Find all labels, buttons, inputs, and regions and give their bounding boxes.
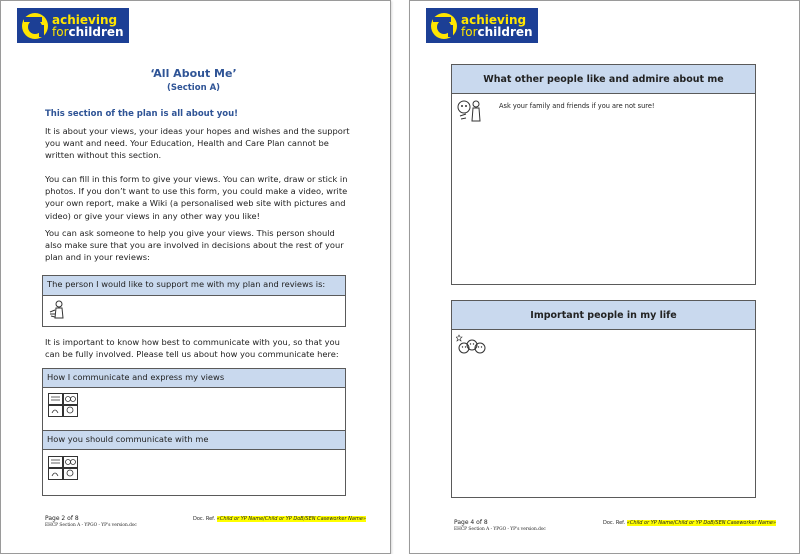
communication-box[interactable] xyxy=(42,368,346,496)
important-people-title: Important people in my life xyxy=(452,301,755,330)
footer-file-name: EHCP Section A - YPGO - YP's version.doc xyxy=(454,527,546,532)
communication-symbols-icon xyxy=(48,456,78,480)
admire-box-title: What other people like and admire about me xyxy=(452,65,755,94)
footer-doc-ref-label: Doc. Ref. xyxy=(193,516,216,522)
logo-line-2-for: for xyxy=(52,24,69,39)
achieving-for-children-logo xyxy=(17,8,129,43)
logo-line-2-children: children xyxy=(68,24,124,39)
footer-file-name: EHCP Section A - YPGO - YP's version.doc xyxy=(45,523,137,528)
document-page-2 xyxy=(0,0,391,554)
admire-hint: Ask your family and friends if you are not sure! xyxy=(499,102,655,110)
admire-box[interactable] xyxy=(451,64,756,285)
footer-page-number: Page 4 of 8 xyxy=(454,519,488,526)
achieving-for-children-logo xyxy=(426,8,538,43)
logo-line-1: achieving xyxy=(461,12,527,27)
support-person-label: The person I would like to support me with my plan and reviews is: xyxy=(43,276,345,296)
footer-doc-ref xyxy=(193,516,366,522)
page-title: ‘All About Me’ xyxy=(150,67,237,80)
achieving-for-children-logo-icon xyxy=(429,11,459,41)
page-subtitle: (Section A) xyxy=(166,83,221,93)
communicate-intro: It is important to know how best to communicate with you, so that you can be fully involved. Please tell us about how you communicate here: xyxy=(45,337,340,360)
logo-line-2-children: children xyxy=(477,24,533,39)
document-page-4 xyxy=(409,0,800,554)
intro-heading: This section of the plan is all about you! xyxy=(45,109,239,119)
communicate-with-me-label: How you should communicate with me xyxy=(43,430,345,450)
important-people-icon xyxy=(456,334,486,356)
logo-line-1: achieving xyxy=(52,12,118,27)
footer-doc-ref-value: «Child or YP Name/Child or YP DoB/SEN Caseworker Name» xyxy=(626,520,776,526)
footer-doc-ref-value: «Child or YP Name/Child or YP DoB/SEN Caseworker Name» xyxy=(216,516,366,522)
intro-paragraph-2: You can fill in this form to give your views. You can write, draw or stick in photos. If you don’t want to use this form, you could make a video, write your own report, make a Wiki (a personalised web site with pictures and video) or give your views in any other way you like! xyxy=(45,174,348,221)
intro-paragraph-3: You can ask someone to help you give your views. This person should also make sure that you are involved in decisions about the rest of your plan and in your reviews: xyxy=(45,228,344,263)
support-person-box[interactable] xyxy=(42,275,346,327)
family-and-friends-icon xyxy=(456,99,486,125)
footer-doc-ref xyxy=(603,520,776,526)
communication-symbols-icon xyxy=(48,393,78,417)
communicate-express-label: How I communicate and express my views xyxy=(43,369,345,388)
achieving-for-children-logo-icon xyxy=(20,11,50,41)
logo-line-2-for: for xyxy=(461,24,478,39)
important-people-box[interactable] xyxy=(451,300,756,498)
intro-paragraph-1: It is about your views, your ideas your hopes and wishes and the support you want and need. Your Education, Health and Care Plan cannot be written without this section. xyxy=(45,126,350,161)
footer-page-number: Page 2 of 8 xyxy=(45,515,79,522)
footer-doc-ref-label: Doc. Ref. xyxy=(603,520,626,526)
helper-person-icon xyxy=(48,300,66,322)
